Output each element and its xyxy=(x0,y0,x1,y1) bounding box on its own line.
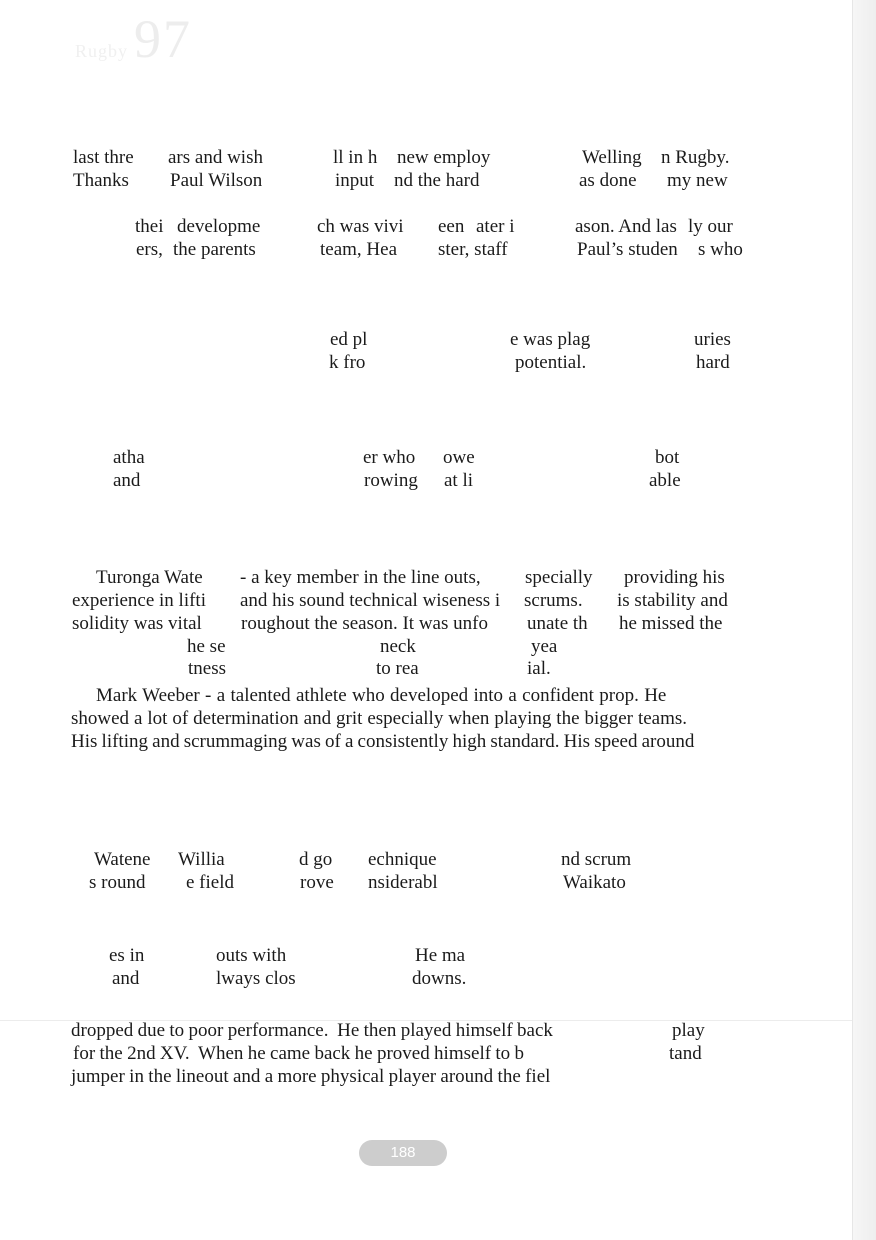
text-fragment: outs with xyxy=(216,945,287,966)
page-edge-shadow xyxy=(852,0,876,1240)
text-fragment: yea xyxy=(531,636,558,657)
page-number-badge: 188 xyxy=(359,1140,447,1166)
text-fragment: rowing xyxy=(364,470,418,491)
text-fragment: uries xyxy=(694,329,731,350)
text-fragment: - a key member in the line outs, xyxy=(240,567,481,588)
text-fragment: and his sound technical wiseness i xyxy=(240,590,501,611)
text-fragment: the parents xyxy=(173,239,256,260)
text-fragment: play xyxy=(672,1020,705,1041)
text-fragment: specially xyxy=(525,567,593,588)
text-fragment: nsiderabl xyxy=(368,872,438,893)
text-fragment: nd the hard xyxy=(394,170,480,191)
text-fragment: unate th xyxy=(527,613,588,634)
text-fragment: tand xyxy=(669,1043,702,1064)
text-fragment: ch was vivi xyxy=(317,216,404,237)
text-fragment: n Rugby. xyxy=(661,147,730,168)
text-fragment: ed pl xyxy=(330,329,368,350)
text-fragment: thei xyxy=(135,216,164,237)
text-fragment: e field xyxy=(186,872,235,893)
text-fragment: tness xyxy=(188,658,226,679)
text-fragment: er who xyxy=(363,447,416,468)
text-fragment: bot xyxy=(655,447,680,468)
text-fragment: and xyxy=(112,968,140,989)
text-fragment: Paul Wilson xyxy=(170,170,263,191)
text-fragment: ly our xyxy=(688,216,733,237)
text-fragment: s who xyxy=(698,239,743,260)
text-fragment: he missed the xyxy=(619,613,723,634)
text-fragment: input xyxy=(335,170,375,191)
text-fragment: Thanks xyxy=(73,170,129,191)
text-fragment: e was plag xyxy=(510,329,591,350)
text-fragment: developme xyxy=(177,216,261,237)
text-fragment: providing his xyxy=(624,567,725,588)
paragraph-mark-weeber xyxy=(71,684,733,753)
text-fragment: he se xyxy=(187,636,226,657)
text-fragment: Paul’s studen xyxy=(577,239,678,260)
text-fragment: last thre xyxy=(73,147,134,168)
text-fragment: neck xyxy=(380,636,416,657)
text-fragment: d go xyxy=(299,849,333,870)
text-fragment: scrums. xyxy=(524,590,583,611)
text-fragment: ater i xyxy=(476,216,515,237)
header-small-text: Rugby xyxy=(75,41,129,61)
text-fragment: as done xyxy=(579,170,637,191)
text-fragment: new employ xyxy=(397,147,491,168)
text-fragment: es in xyxy=(109,945,145,966)
text-fragment: Turonga Wate xyxy=(96,567,203,588)
text-fragment: nd scrum xyxy=(561,849,632,870)
text-fragment: team, Hea xyxy=(320,239,398,260)
text-fragment: to rea xyxy=(376,658,419,679)
text-fragment: Watene xyxy=(94,849,151,870)
text-fragment: at li xyxy=(444,470,474,491)
text-fragment: able xyxy=(649,470,681,491)
text-fragment: owe xyxy=(443,447,475,468)
text-fragment: lways clos xyxy=(216,968,296,989)
text-fragment: echnique xyxy=(368,849,437,870)
paragraph-line: Mark Weeber - a talented athlete who developed into a confident prop. He xyxy=(96,685,667,706)
faded-header-watermark xyxy=(75,8,295,78)
text-fragment: potential. xyxy=(515,352,587,373)
text-fragment: Welling xyxy=(582,147,642,168)
text-fragment: ers, xyxy=(136,239,163,260)
text-fragment: s round xyxy=(89,872,146,893)
paragraph-line: showed a lot of determination and grit especially when playing the bigger teams. xyxy=(71,708,688,729)
text-fragment: dropped due to poor performance. He then played himself back xyxy=(71,1020,553,1041)
text-fragment: for the 2nd XV. When he came back he proved himself to b xyxy=(73,1043,525,1064)
text-fragment: rove xyxy=(300,872,334,893)
text-fragment: jumper in the lineout and a more physical player around the fiel xyxy=(71,1066,551,1087)
text-fragment: k fro xyxy=(329,352,366,373)
text-fragment: He ma xyxy=(415,945,466,966)
text-fragment: roughout the season. It was unfo xyxy=(241,613,488,634)
text-fragment: is stability and xyxy=(617,590,728,611)
text-fragment: my new xyxy=(667,170,728,191)
text-fragment: experience in lifti xyxy=(72,590,206,611)
text-fragment: ster, staff xyxy=(438,239,508,260)
text-fragment: ial. xyxy=(527,658,551,679)
text-fragment: ll in h xyxy=(333,147,378,168)
text-fragment: Willia xyxy=(178,849,225,870)
text-fragment: downs. xyxy=(412,968,467,989)
text-fragment: atha xyxy=(113,447,145,468)
text-fragment: ars and wish xyxy=(168,147,263,168)
paragraph-line: His lifting and scrummaging was of a consistently high standard. His speed around xyxy=(71,731,695,752)
text-fragment: Waikato xyxy=(563,872,626,893)
text-fragment: een xyxy=(438,216,465,237)
text-fragment: solidity was vital xyxy=(72,613,202,634)
text-fragment: and xyxy=(113,470,141,491)
header-year: 97 xyxy=(134,9,193,69)
text-fragment: hard xyxy=(696,352,730,373)
text-fragment: ason. And las xyxy=(575,216,677,237)
